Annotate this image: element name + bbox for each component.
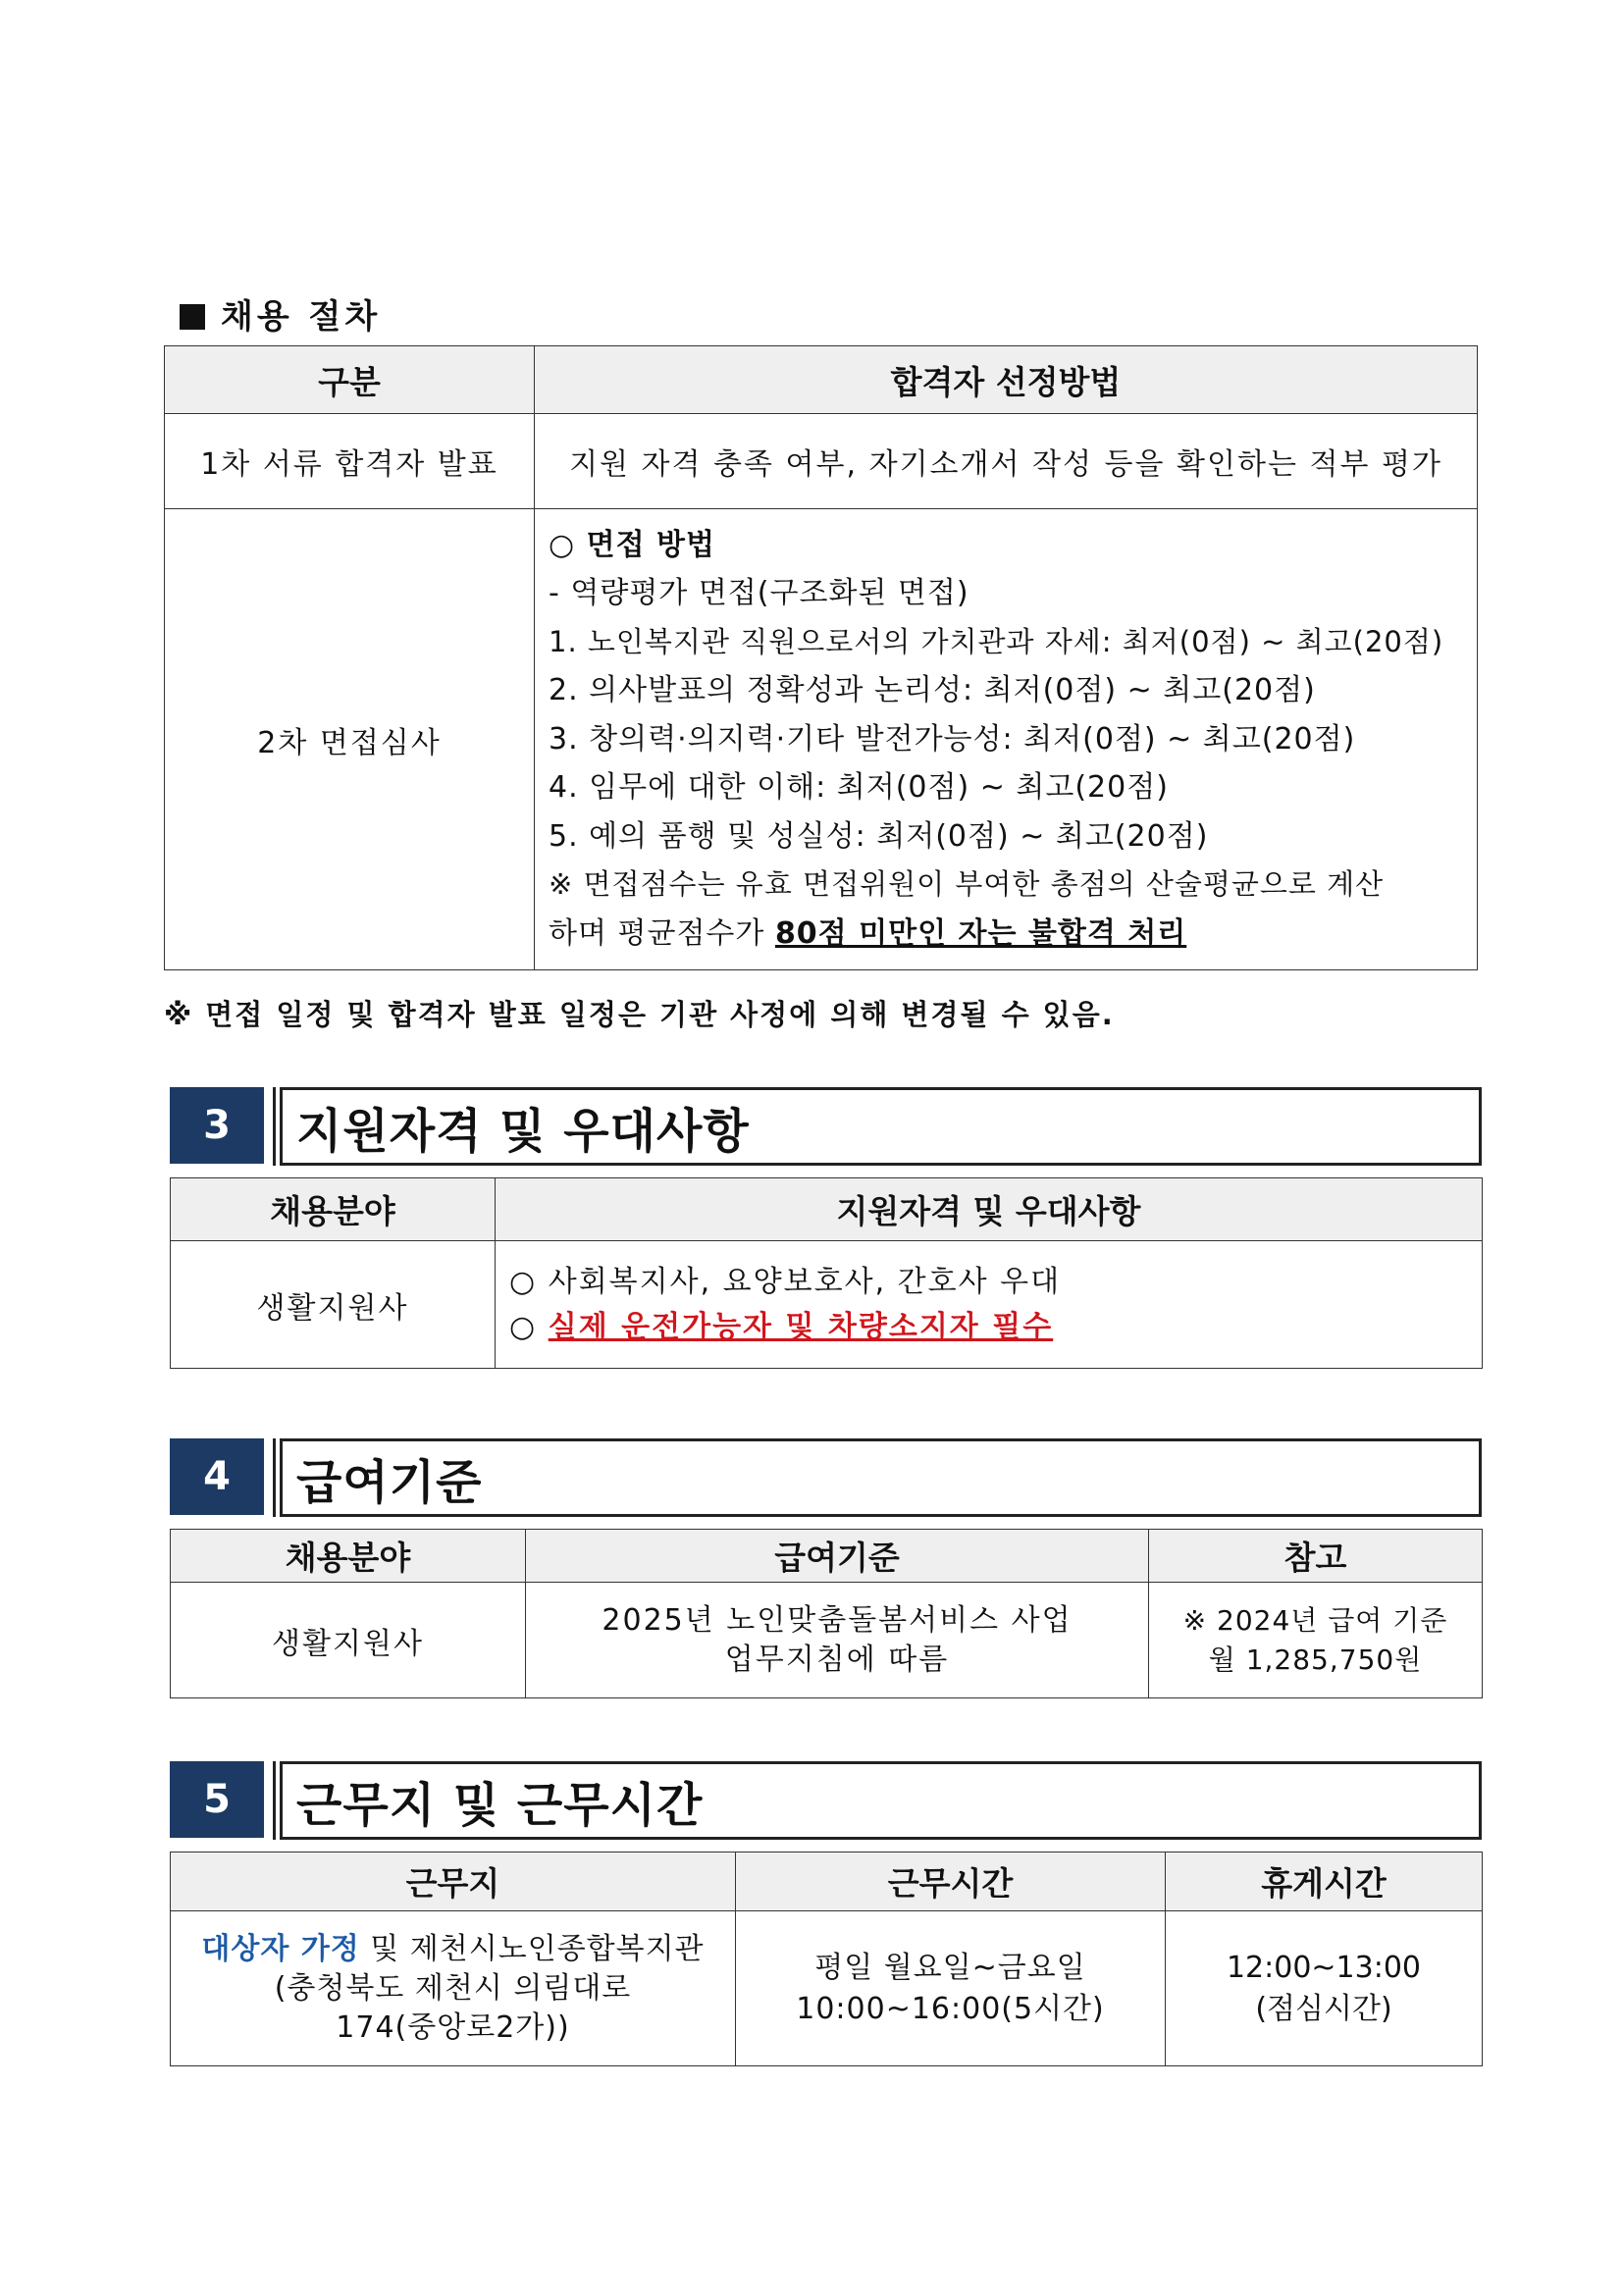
section-4-header xyxy=(170,1438,1482,1515)
workplace-emphasis: 대상자 가정 xyxy=(201,1931,360,1966)
stage-1: 1차 서류 합격자 발표 xyxy=(165,414,535,509)
section-title: 지원자격 및 우대사항 xyxy=(280,1087,1482,1166)
fail-criteria: 80점 미만인 자는 불합격 처리 xyxy=(774,915,1187,951)
section-number: 4 xyxy=(170,1438,264,1515)
method-line: 3. 창의력·의지력·기타 발전가능성: 최저(0점) ~ 최고(20점) xyxy=(549,721,1356,757)
black-square-icon xyxy=(180,304,205,330)
header-workplace: 근무지 xyxy=(171,1852,736,1911)
salary-table xyxy=(170,1529,1483,1698)
header-selection-method: 합격자 선정방법 xyxy=(535,346,1478,414)
header-field: 채용분야 xyxy=(171,1178,496,1241)
section-title: 급여기준 xyxy=(280,1438,1482,1517)
work-hours-value: 평일 월요일~금요일 10:00~16:00(5시간) xyxy=(736,1911,1166,2066)
section-3-header xyxy=(170,1087,1482,1164)
section-number: 5 xyxy=(170,1761,264,1838)
method-line xyxy=(549,910,1477,959)
header-reference: 참고 xyxy=(1149,1530,1483,1583)
section-title: 근무지 및 근무시간 xyxy=(280,1761,1482,1840)
interview-method-title: ○ 면접 방법 xyxy=(549,527,715,562)
header-work-hours: 근무시간 xyxy=(736,1852,1166,1911)
method-last-prefix: 하며 평균점수가 xyxy=(549,915,775,951)
field-value: 생활지원사 xyxy=(171,1583,526,1698)
break-time-value: 12:00~13:00 (점심시간) xyxy=(1166,1911,1483,2066)
header-field: 채용분야 xyxy=(171,1530,526,1583)
field-value: 생활지원사 xyxy=(171,1241,496,1369)
procedure-table xyxy=(164,345,1478,970)
interview-method-block xyxy=(535,521,1477,959)
workplace-value: 대상자 가정 및 제천시노인종합복지관 (충청북도 제천시 의림대로 174(중앙로2가)) xyxy=(171,1911,736,2066)
salary-standard: 2025년 노인맞춤돌봄서비스 사업 업무지침에 따름 xyxy=(526,1583,1149,1698)
method-line: 2. 의사발표의 정확성과 논리성: 최저(0점) ~ 최고(20점) xyxy=(549,673,1316,708)
method-line: - 역량평가 면접(구조화된 면접) xyxy=(549,576,969,611)
header-qualification: 지원자격 및 우대사항 xyxy=(496,1178,1483,1241)
method-line: 5. 예의 품행 및 성실성: 최저(0점) ~ 최고(20점) xyxy=(549,818,1209,854)
header-division: 구분 xyxy=(165,346,535,414)
salary-reference: ※ 2024년 급여 기준 월 1,285,750원 xyxy=(1149,1583,1483,1698)
stage-2: 2차 면접심사 xyxy=(165,509,535,970)
method-line: 4. 임무에 대한 이해: 최저(0점) ~ 최고(20점) xyxy=(549,770,1169,806)
procedure-note: ※ 면접 일정 및 합격자 발표 일정은 기관 사정에 의해 변경될 수 있음. xyxy=(164,998,1115,1031)
method-line: ※ 면접점수는 유효 면접위원이 부여한 총점의 산술평균으로 계산 xyxy=(549,867,1385,902)
procedure-heading xyxy=(180,289,381,338)
qualification-table xyxy=(170,1177,1483,1369)
qualification-item: ○ 실제 운전가능자 및 차량소지자 필수 xyxy=(509,1309,1054,1344)
workplace-table xyxy=(170,1852,1483,2066)
required-condition: 실제 운전가능자 및 차량소지자 필수 xyxy=(548,1309,1054,1344)
method-line: 1. 노인복지관 직원으로서의 가치관과 자세: 최저(0점) ~ 최고(20점) xyxy=(549,624,1444,658)
qualification-items xyxy=(496,1241,1483,1369)
stage-2-method xyxy=(535,509,1478,970)
section-number: 3 xyxy=(170,1087,264,1164)
procedure-title: 채용 절차 xyxy=(221,297,382,337)
stage-1-method: 지원 자격 충족 여부, 자기소개서 작성 등을 확인하는 적부 평가 xyxy=(535,414,1478,509)
header-break-time: 휴게시간 xyxy=(1166,1852,1483,1911)
section-5-header xyxy=(170,1761,1482,1838)
qualification-item: ○ 사회복지사, 요양보호사, 간호사 우대 xyxy=(509,1264,1062,1299)
header-salary-standard: 급여기준 xyxy=(526,1530,1149,1583)
